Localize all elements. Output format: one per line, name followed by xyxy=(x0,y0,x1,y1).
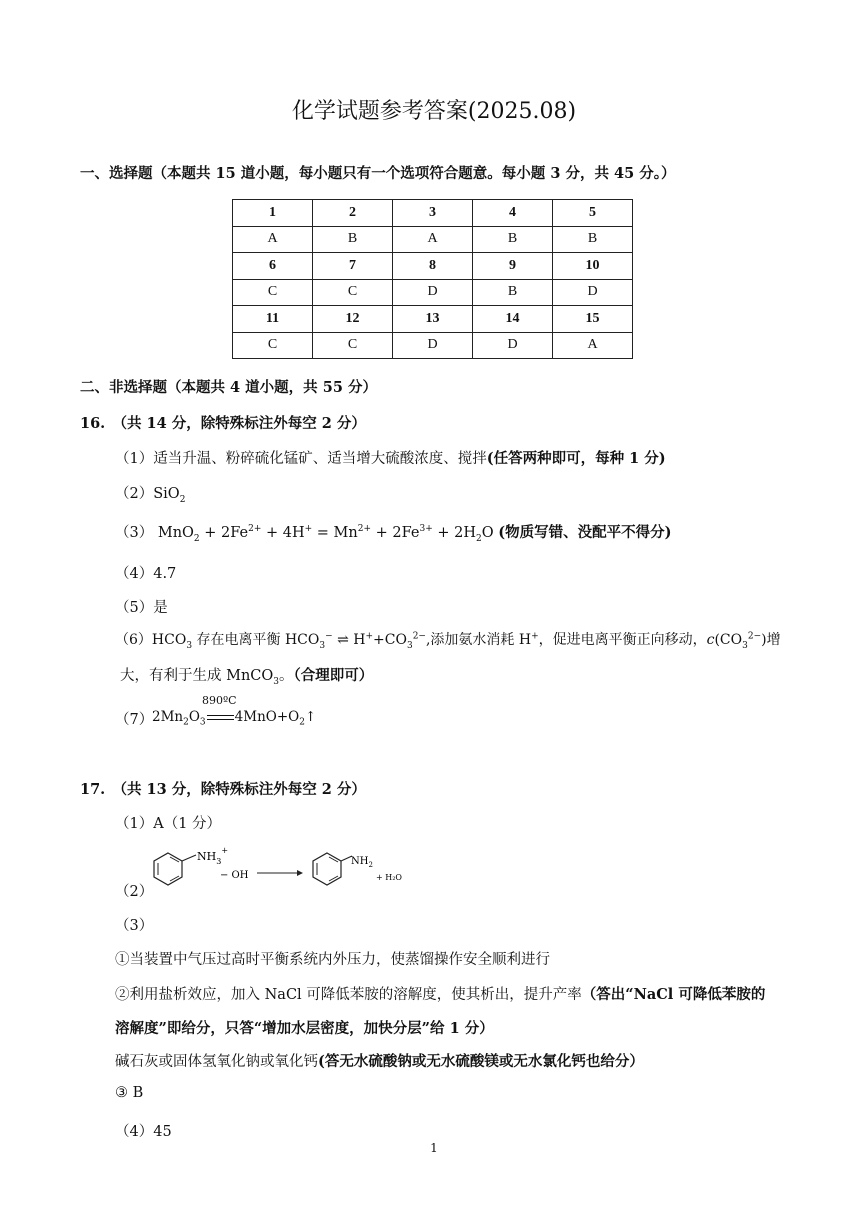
q16-equation xyxy=(157,524,494,544)
superscript: + xyxy=(365,631,374,642)
q16-answer-7-equation xyxy=(152,709,317,728)
question-number: 15 xyxy=(553,306,633,333)
superscript: 2+ xyxy=(357,524,372,535)
subscript: 3 xyxy=(186,640,193,651)
eq-part: + 2Fe xyxy=(371,525,420,541)
subscript: 2 xyxy=(476,533,482,544)
question-number: 1 xyxy=(233,200,313,227)
superscript: + xyxy=(304,524,313,535)
eq-part: = Mn xyxy=(312,525,358,541)
answer-cell: D xyxy=(393,332,473,359)
question-number: 5 xyxy=(553,200,633,227)
question-number: 7 xyxy=(313,253,393,280)
answer-cell: B xyxy=(473,226,553,253)
question-number: 11 xyxy=(233,306,313,333)
q17-drying-agent-text: 碱石灰或固体氢氧化钠或氧化钙 xyxy=(115,1054,318,1070)
a6-part: （6）HCO xyxy=(115,632,187,648)
subscript: 2 xyxy=(179,494,186,505)
question-number: 13 xyxy=(393,306,473,333)
subscript: 2 xyxy=(193,533,200,544)
answer-cell: B xyxy=(553,226,633,253)
q17-drying-agent xyxy=(115,1050,644,1071)
q16-answer-1 xyxy=(115,447,666,468)
a6-part: +CO xyxy=(373,632,407,648)
answer-cell: A xyxy=(393,226,473,253)
superscript: + xyxy=(531,631,539,642)
answer-cell: B xyxy=(313,226,393,253)
subscript: 3 xyxy=(319,640,326,651)
superscript: − xyxy=(325,631,333,642)
reactant-amine-label: $NH_3^+$ xyxy=(197,846,229,866)
q16-answer-2-label: （2） xyxy=(115,486,154,502)
equilibrium-arrow: ⇌ H xyxy=(332,632,366,648)
answer-cell: C xyxy=(233,279,313,306)
q17-answer-3-1: ①当装置中气压过高时平衡系统内外压力，使蒸馏操作安全顺利进行 xyxy=(115,952,550,968)
answer-cell: A xyxy=(553,332,633,359)
a6-part: c xyxy=(706,632,715,648)
q17-answer-3-2-note: （答出“NaCl 可降低苯胺的 xyxy=(581,986,766,1003)
eq-part: 2Mn xyxy=(152,709,184,725)
answer-cell: B xyxy=(473,279,553,306)
superscript: 2− xyxy=(412,631,426,642)
q16-answer-4: （4）4.7 xyxy=(115,566,177,582)
benzene-ring-icon xyxy=(154,853,196,885)
a6-part: (CO xyxy=(714,632,743,648)
subscript: 3 xyxy=(199,717,206,728)
eq-part: 4MnO+O xyxy=(234,709,300,725)
q17-answer-1: （1）A（1 分） xyxy=(115,816,222,832)
q17-heading: 17. （共 13 分，除特殊标注外每空 2 分） xyxy=(80,781,366,798)
benzene-ring-icon xyxy=(313,853,352,885)
q16-answer-3 xyxy=(115,521,671,542)
eq-part: + 2Fe xyxy=(199,525,249,541)
table-row xyxy=(233,226,633,253)
superscript: 2+ xyxy=(248,524,262,535)
question-number: 4 xyxy=(473,200,553,227)
reaction-scheme-diagram xyxy=(140,840,430,900)
subscript: 2 xyxy=(299,717,305,728)
table-row xyxy=(233,279,633,306)
a6-part: 存在电离平衡 HCO xyxy=(192,632,320,648)
answer-cell: D xyxy=(473,332,553,359)
q17-answer-3-3: ③ B xyxy=(115,1085,144,1101)
question-number: 2 xyxy=(313,200,393,227)
byproduct-water-label: + H₂O xyxy=(376,873,402,882)
answer-cell: D xyxy=(393,279,473,306)
superscript: 3+ xyxy=(419,524,433,535)
q16-answer-6-note: （合理即可） xyxy=(293,667,374,684)
q17-answer-3-label: （3） xyxy=(115,918,154,934)
eq-part: + 2H xyxy=(432,525,477,541)
q16-answer-5: （5）是 xyxy=(115,600,168,616)
a6-part: ，促进电离平衡正向移动， xyxy=(538,632,707,648)
question-number: 10 xyxy=(553,253,633,280)
q16-answer-7-label: （7） xyxy=(115,712,154,728)
table-row xyxy=(233,253,633,280)
answer-cell: C xyxy=(313,332,393,359)
answer-table xyxy=(232,199,633,359)
q16-answer-6-cont xyxy=(120,664,373,685)
section1-heading: 一、选择题（本题共 15 道小题，每小题只有一个选项符合题意。每小题 3 分，共 45 分。） xyxy=(80,165,676,182)
q16-answer-3-label: （3） xyxy=(115,525,154,541)
q16-answer-7-condition: 890ºC xyxy=(202,694,237,707)
question-number: 6 xyxy=(233,253,313,280)
a6-part: )增 xyxy=(761,632,781,648)
a6-part: 。 xyxy=(279,668,294,684)
eq-part: O xyxy=(188,709,200,725)
table-row xyxy=(233,306,633,333)
product-amine-label: $NH_2$ xyxy=(351,856,373,869)
question-number: 9 xyxy=(473,253,553,280)
question-number: 14 xyxy=(473,306,553,333)
page-number: 1 xyxy=(430,1141,438,1155)
q17-answer-2-label: （2） xyxy=(115,884,154,900)
q16-answer-3-note: (物质写错、没配平不得分) xyxy=(498,524,672,541)
subscript: 2 xyxy=(183,717,189,728)
subscript: 3 xyxy=(742,640,748,651)
q16-answer-1-text: （1）适当升温、粉碎硫化锰矿、适当增大硫酸浓度、搅拌 xyxy=(115,451,487,467)
a6-part: 大，有利于生成 MnCO xyxy=(120,668,274,684)
double-line-sign xyxy=(207,715,234,720)
q16-answer-6 xyxy=(115,629,781,649)
q17-answer-3-2-text: ②利用盐析效应，加入 NaCl 可降低苯胺的溶解度，使其析出，提升产率 xyxy=(115,987,582,1003)
page-title: 化学试题参考答案(2025.08) xyxy=(291,99,577,124)
q16-answer-2-formula: SiO xyxy=(153,486,180,502)
eq-part: MnO xyxy=(157,525,194,541)
q16-heading: 16. （共 14 分，除特殊标注外每空 2 分） xyxy=(80,415,366,432)
question-number: 8 xyxy=(393,253,473,280)
answer-cell: C xyxy=(313,279,393,306)
q17-drying-agent-note: (答无水硫酸钠或无水硫酸镁或无水氯化钙也给分） xyxy=(318,1053,644,1070)
q17-answer-3-2 xyxy=(115,983,765,1004)
table-row xyxy=(233,200,633,227)
answer-cell: A xyxy=(233,226,313,253)
subscript: 3 xyxy=(273,676,280,687)
q16-answer-1-note: (任答两种即可，每种 1 分) xyxy=(486,450,666,467)
reagent-hydroxide-label: − OH xyxy=(220,870,249,881)
table-row xyxy=(233,332,633,359)
q17-answer-4: （4）45 xyxy=(115,1124,172,1140)
eq-part: + 4H xyxy=(261,525,305,541)
section2-heading: 二、非选择题（本题共 4 道小题，共 55 分） xyxy=(80,379,377,396)
q17-answer-3-2-note-cont: 溶解度”即给分，只答“增加水层密度，加快分层”给 1 分） xyxy=(115,1020,494,1037)
eq-part: O xyxy=(481,525,494,541)
answer-cell: D xyxy=(553,279,633,306)
a6-part: ,添加氨水消耗 H xyxy=(425,632,532,648)
eq-part: ↑ xyxy=(304,709,317,725)
reaction-arrow-icon xyxy=(257,870,303,876)
q16-answer-2 xyxy=(115,482,185,503)
superscript: 2− xyxy=(747,631,762,642)
question-number: 12 xyxy=(313,306,393,333)
answer-cell: C xyxy=(233,332,313,359)
subscript: 3 xyxy=(406,640,413,651)
question-number: 3 xyxy=(393,200,473,227)
